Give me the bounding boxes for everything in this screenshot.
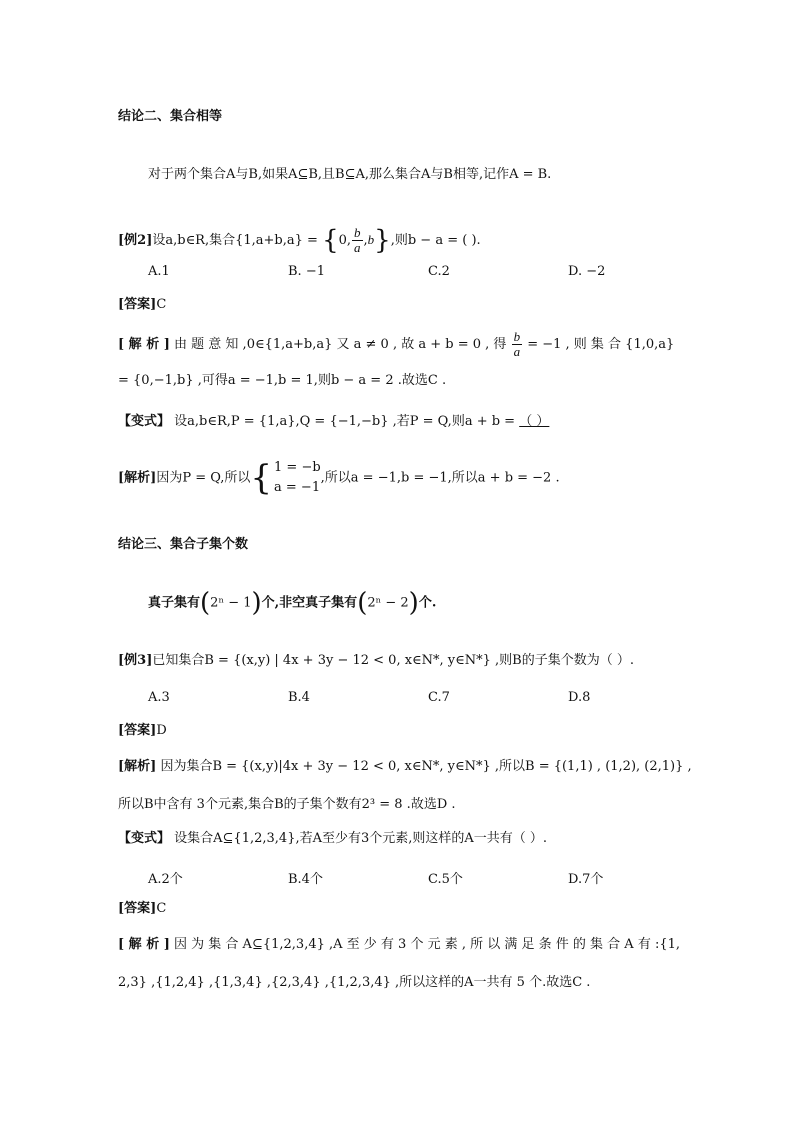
example-3-option-c: C.7 <box>428 690 450 705</box>
left-paren-icon: ( <box>357 588 368 618</box>
answer-tag: [答案] <box>118 297 157 312</box>
definition-subset-count <box>148 588 437 618</box>
example-2-option-d: D. −2 <box>568 264 606 279</box>
proper-subset-expr: 2ⁿ − 1 <box>210 595 252 611</box>
def-pre: 真子集有 <box>148 595 201 611</box>
right-paren-icon: ) <box>251 588 262 618</box>
variant-tag: 【变式】 <box>118 414 171 429</box>
left-paren-icon: ( <box>200 588 211 618</box>
equation-case-1: 1 = −b <box>274 460 321 475</box>
section-title-3: 结论三、集合子集个数 <box>118 537 249 552</box>
example-3-solution-line-1 <box>118 758 692 776</box>
variant-3-question-text: 设集合A⊆{1,2,3,4},若A至少有3个元素,则这样的A一共有（ ）. <box>174 831 548 846</box>
fraction-b-over-a: $\frac{b}{a}$ <box>354 225 361 255</box>
example-2-solution-line-2: = {0,−1,b} ,可得a = −1,b = 1,则b − a = 2 .故选C . <box>118 373 447 388</box>
answer-value: C <box>156 901 167 916</box>
variant-3-option-a: A.2个 <box>148 872 183 887</box>
example-2-question-post: ,则b − a = ( ). <box>390 233 481 248</box>
variant-2-question-text: 设a,b∈R,P = {1,a},Q = {−1,−b} ,若P = Q,则a + b = <box>174 414 516 429</box>
variant-tag: 【变式】 <box>118 831 171 846</box>
example-2-solution-line-1 <box>118 330 674 359</box>
variant-3-answer <box>118 900 166 918</box>
variant-3-option-c: C.5个 <box>428 872 463 887</box>
solution-text: 因 为 集 合 A⊆{1,2,3,4} ,A 至 少 有 3 个 元 素 , 所 以 满 足 条 件 的 集 合 A 有 :{1, <box>174 937 681 952</box>
variant-3-question <box>118 830 547 848</box>
left-brace-icon: { <box>250 458 273 498</box>
answer-blank: （ ） <box>519 414 550 429</box>
def-mid: 个,非空真子集有 <box>261 595 358 611</box>
example-3-tag: [例3] <box>118 653 153 668</box>
solution-text-a: 由 题 意 知 ,0∈{1,a+b,a} 又 a ≠ 0 , 故 a + b = 0 , 得 <box>174 337 507 352</box>
nonempty-proper-subset-expr: 2ⁿ − 2 <box>367 595 409 611</box>
example-2-answer <box>118 296 166 314</box>
example-2-tag: [例2] <box>118 233 153 248</box>
solution-tag: [ 解 析 ] <box>118 337 170 352</box>
solution-pre: 因为P = Q,所以 <box>156 470 251 486</box>
example-3-option-b: B.4 <box>288 690 310 705</box>
example-2-question: [例2]设a,b∈R,集合{1,a+b,a} = {0, $\frac{b}{a}$ ,b},则b − a = ( ). <box>118 225 481 256</box>
example-2-option-b: B. −1 <box>288 264 325 279</box>
variant-2-question <box>118 413 549 431</box>
variant-2-solution <box>118 458 560 498</box>
solution-text: 因为集合B = {(x,y)|4x + 3y − 12 < 0, x∈N*, y∈N*} ,所以B = {(1,1) , (1,2), (2,1)} , <box>160 759 692 774</box>
example-3-answer <box>118 722 167 740</box>
answer-tag: [答案] <box>118 723 157 738</box>
equation-system <box>274 458 321 498</box>
right-paren-icon: ) <box>408 588 419 618</box>
example-3-solution-line-2: 所以B中含有 3个元素,集合B的子集个数有2³ = 8 .故选D . <box>118 797 456 812</box>
variant-3-solution-line-2: 2,3} ,{1,2,4} ,{1,3,4} ,{2,3,4} ,{1,2,3,4} ,所以这样的A一共有 5 个.故选C . <box>118 975 591 990</box>
equation-case-2: a = −1 <box>274 480 321 495</box>
left-brace-icon: { <box>322 225 339 256</box>
example-3-question <box>118 652 634 670</box>
right-brace-icon: } <box>374 225 391 256</box>
solution-text-b: = −1 , 则 集 合 {1,0,a} <box>527 337 675 352</box>
variant-3-option-d: D.7个 <box>568 872 604 887</box>
variant-3-solution-line-1 <box>118 936 680 954</box>
answer-tag: [答案] <box>118 901 157 916</box>
solution-tag: [ 解 析 ] <box>118 937 170 952</box>
section-title-2: 结论二、集合相等 <box>118 109 223 124</box>
example-2-option-a: A.1 <box>148 264 170 279</box>
example-3-option-d: D.8 <box>568 690 591 705</box>
solution-tag: [解析] <box>118 759 157 774</box>
example-2-option-c: C.2 <box>428 264 450 279</box>
solution-tag: [解析] <box>118 470 157 486</box>
solution-post: ,所以a = −1,b = −1,所以a + b = −2 . <box>320 470 560 486</box>
def-post: 个. <box>418 595 437 611</box>
answer-value: C <box>156 297 167 312</box>
answer-value: D <box>156 723 167 738</box>
fraction-b-over-a-solution: $\frac{b}{a}$ <box>513 329 521 359</box>
example-3-question-text: 已知集合B = {(x,y) | 4x + 3y − 12 < 0, x∈N*, y∈N*} ,则B的子集个数为（ ）. <box>152 653 634 668</box>
variant-3-option-b: B.4个 <box>288 872 323 887</box>
definition-set-equality: 对于两个集合A与B,如果A⊆B,且B⊆A,那么集合A与B相等,记作A = B. <box>148 167 552 182</box>
example-3-option-a: A.3 <box>148 690 170 705</box>
example-2-question-pre: 设a,b∈R,集合{1,a+b,a} = <box>152 233 318 248</box>
